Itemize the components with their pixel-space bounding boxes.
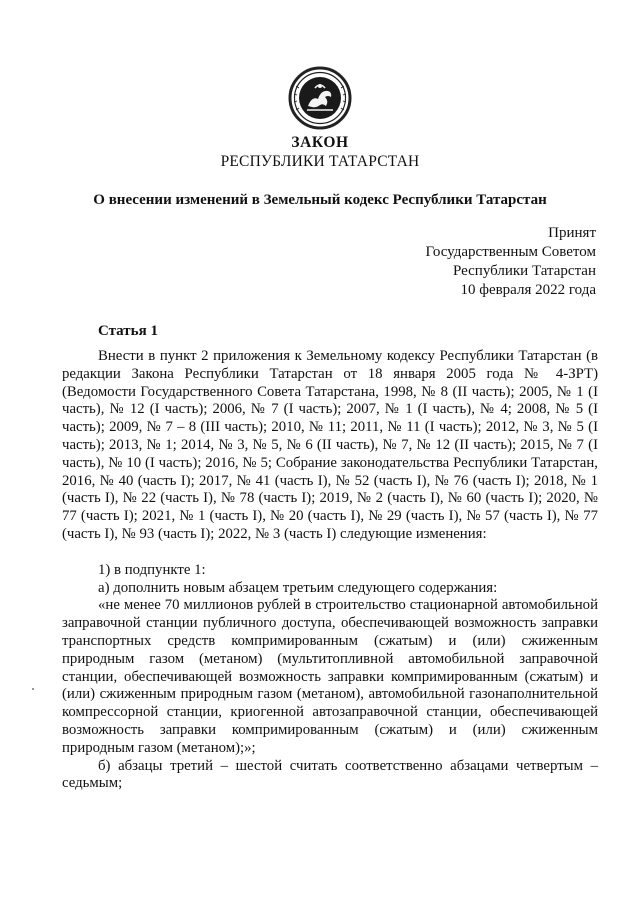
- item-1: 1) в подпункте 1:: [98, 561, 206, 578]
- tatarstan-coat-of-arms-icon: [288, 66, 352, 130]
- adoption-line1: Принят: [548, 225, 596, 241]
- adoption-date: 10 февраля 2022 года: [460, 282, 596, 298]
- adoption-block: [426, 224, 597, 300]
- document-title: О внесении изменений в Земельный кодекс Республики Татарстан: [93, 192, 547, 208]
- article-title: Статья 1: [98, 323, 158, 339]
- quoted-paragraph: «не менее 70 миллионов рублей в строительство стационарной автомобильной заправочной станции публичного доступа, обеспечивающей возможность заправки транспортных средств компримированным (сжатым) и (или) сжиженным природным газом (метаном) (мультитопливной автомобильной заправочной станции, обеспечивающей возможность заправки компримированным (сжатым) и (или) сжиженным природным газом (метаном), автомобильной газонаполнительной компрессорной станции, криогенной автозаправочной станции, обеспечивающей возможность заправки компримированным (сжатым) и (или) сжиженным природным газом (метаном);»;: [62, 597, 598, 756]
- article-body: [62, 348, 598, 793]
- adoption-line3: Республики Татарстан: [452, 263, 596, 279]
- republic-label: РЕСПУБЛИКИ ТАТАРСТАН: [220, 153, 420, 170]
- paragraph-gap: [62, 544, 598, 562]
- article-intro: Внести в пункт 2 приложения к Земельному кодексу Республики Татарстан (в редакции Закона Республики Татарстан от 18 января 2005 года № 4-ЗРТ) (Ведомости Государственного Совета Татарстана, 1998, № 8 (II часть); 2005, № 1 (I часть), № 12 (I часть); 2006, № 7 (I часть); 2007, № 1 (I часть), № 4; 2008, № 5 (I часть); 2009, № 7 – 8 (III часть); 2010, № 11; 2011, № 11 (I часть); 2012, № 3, № 5 (I часть); 2013, № 1; 2014, № 3, № 5, № 6 (II часть), № 7, № 12 (II часть); 2015, № 7 (I часть), № 10 (I часть); 2016, № 5; Собрание законодательства Республики Татарстан, 2016, № 40 (часть I); 2017, № 41 (часть I), № 52 (часть I), № 76 (часть I); 2018, № 1 (часть I), № 22 (часть I), № 78 (часть I); 2019, № 2 (часть I), № 60 (часть I); 2020, № 77 (часть I); 2021, № 1 (часть I), № 20 (часть I), № 29 (часть I), № 57 (часть I), № 77 (часть I), № 93 (часть I); 2022, № 3 (часть I) следующие изменения:: [62, 348, 598, 542]
- law-label: ЗАКОН: [291, 134, 349, 151]
- scan-speck: [30, 686, 36, 692]
- adoption-line2: Государственным Советом: [425, 244, 596, 260]
- item-1b: б) абзацы третий – шестой считать соответственно абзацами четвертым – седьмым;: [62, 757, 598, 792]
- item-1a: а) дополнить новым абзацем третьим следующего содержания:: [98, 579, 498, 596]
- law-header: [0, 134, 640, 171]
